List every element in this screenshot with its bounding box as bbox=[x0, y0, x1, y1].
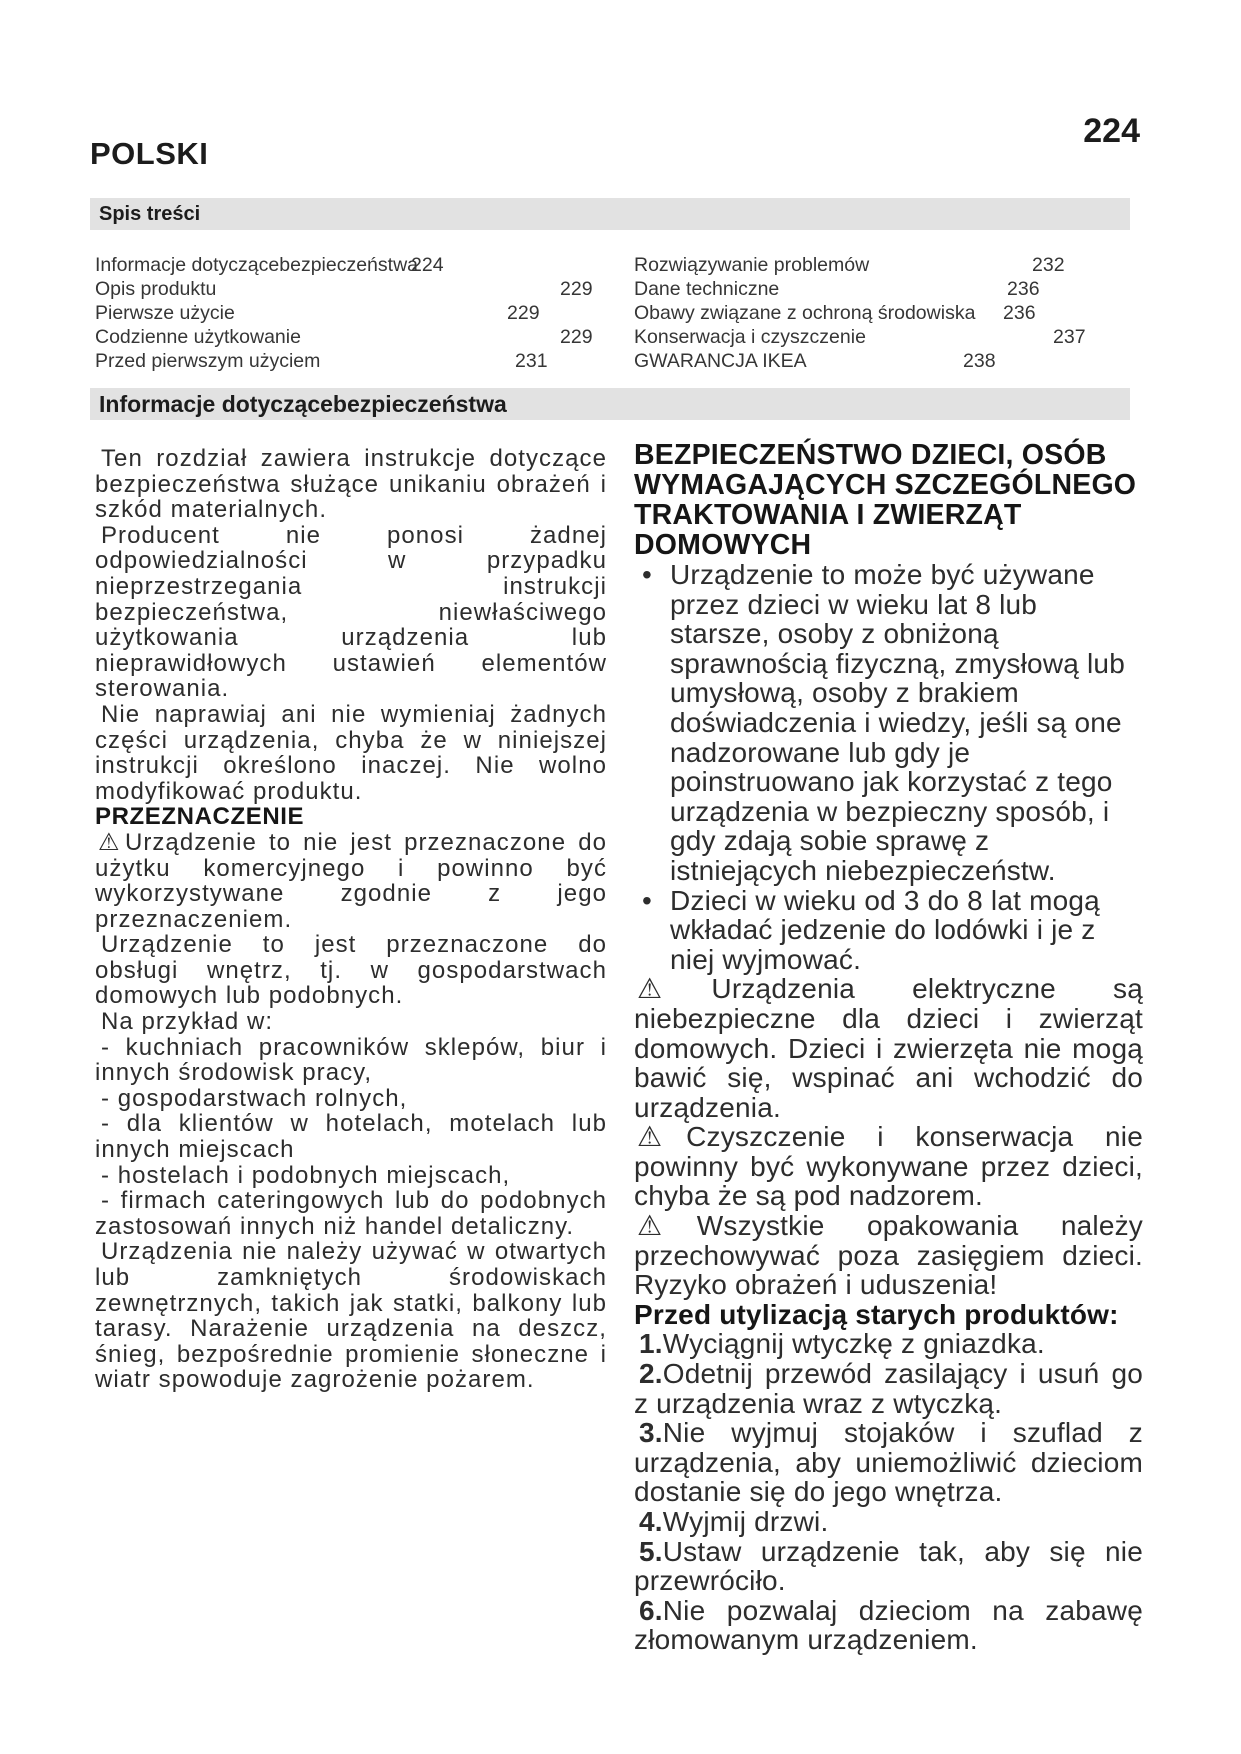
numbered-item bbox=[634, 1596, 1143, 1655]
block-text: - kuchniach pracowników sklepów, biur i innych środowisk pracy, bbox=[95, 1033, 607, 1087]
toc-entry-label: Opis produktu bbox=[95, 278, 217, 300]
paragraph bbox=[95, 1009, 607, 1035]
paragraph bbox=[95, 446, 607, 523]
numbered-item bbox=[634, 1359, 1143, 1418]
block-text: Odetnij przewód zasilający i usuń go z urządzenia wraz z wtyczką. bbox=[634, 1358, 1143, 1419]
toc-entry bbox=[95, 349, 615, 373]
toc-column-left bbox=[95, 253, 615, 373]
block-text: BEZPIECZEŃSTWO DZIECI, OSÓB WYMAGAJĄCYCH SZCZEGÓLNEGO TRAKTOWANIA I ZWIERZĄT DOMOWYCH bbox=[634, 439, 1137, 561]
bullet-icon: • bbox=[642, 884, 653, 916]
toc-entry-page: 229 bbox=[560, 278, 593, 300]
toc-entry-page: 238 bbox=[963, 350, 996, 372]
toc-entry-label: Codzienne użytkowanie bbox=[95, 326, 301, 348]
numbered-item bbox=[634, 1329, 1143, 1359]
block-text: Urządzenia nie należy używać w otwartych lub zamkniętych środowiskach zewnętrznych, takich jak statki, balkony lub tarasy. Narażenie urządzenia na deszcz, śnieg, bezpośrednie promienie słoneczne i wiatr spowoduje zagrożenie pożarem. bbox=[95, 1238, 607, 1394]
toc-entry bbox=[634, 301, 1140, 325]
toc-entry bbox=[634, 277, 1140, 301]
toc-entry-label: Informacje dotyczącebezpieczeństwa bbox=[95, 254, 418, 276]
safety-section-bar bbox=[90, 388, 1130, 420]
block-text: Wyciągnij wtyczkę z gniazdka. bbox=[662, 1328, 1045, 1360]
warning-icon: ⚠ bbox=[637, 1209, 697, 1243]
toc-entry-page: 224 bbox=[411, 254, 444, 276]
warning-icon: ⚠ bbox=[98, 827, 125, 856]
block-text: Przed utylizacją starych produktów: bbox=[634, 1298, 1119, 1330]
numbered-item bbox=[634, 1418, 1143, 1507]
item-number: 6. bbox=[639, 1594, 663, 1626]
toc-entry-page: 231 bbox=[515, 350, 548, 372]
paragraph bbox=[95, 1239, 607, 1393]
warning-icon: ⚠ bbox=[637, 1120, 687, 1154]
block-text: - dla klientów w hotelach, motelach lub innych miejscach bbox=[95, 1110, 607, 1164]
numbered-item bbox=[634, 1507, 1143, 1537]
page-language-label: POLSKI bbox=[90, 136, 209, 171]
paragraph bbox=[95, 1163, 607, 1189]
warning-icon: ⚠ bbox=[637, 972, 712, 1006]
block-text: Na przykład w: bbox=[101, 1008, 274, 1036]
toc-entry-page: 237 bbox=[1053, 326, 1086, 348]
toc-entry-page: 229 bbox=[560, 326, 593, 348]
paragraph bbox=[95, 1086, 607, 1112]
toc-entry bbox=[95, 301, 615, 325]
toc-title: Spis treści bbox=[99, 202, 201, 225]
toc-entry bbox=[634, 253, 1140, 277]
toc-entry-page: 232 bbox=[1032, 254, 1065, 276]
paragraph bbox=[95, 1035, 607, 1086]
block-text: Czyszczenie i konserwacja nie powinny być wykonywane przez dzieci, chyba że są pod nadzorem. bbox=[634, 1121, 1143, 1212]
toc-entry bbox=[95, 253, 615, 277]
content-column-right bbox=[634, 440, 1143, 1655]
block-text: Nie naprawiaj ani nie wymieniaj żadnych części urządzenia, chyba że w niniejszej instrukcji określono inaczej. Nie wolno modyfikować produktu. bbox=[95, 700, 607, 805]
toc-section-bar bbox=[90, 198, 1130, 230]
warning-paragraph bbox=[634, 1211, 1143, 1300]
item-number: 4. bbox=[639, 1506, 663, 1537]
safety-section-title: Informacje dotyczącebezpieczeństwa bbox=[99, 390, 507, 417]
block-text: Producent nie ponosi żadnej odpowiedzialności w przypadku nieprzestrzegania instrukcji bezpieczeństwa, niewłaściwego użytkowania urządzenia lub nieprawidłowych ustawień elementów sterowania. bbox=[95, 521, 607, 703]
block-text: Urządzenia elektryczne są niebezpieczne dla dzieci i zwierząt domowych. Dzieci i zwierzęta nie mogą bawić się, wspinać ani wchodzić do urządzenia. bbox=[634, 973, 1143, 1123]
section-heading bbox=[634, 440, 1143, 560]
toc-entry-label: Konserwacja i czyszczenie bbox=[634, 326, 866, 348]
toc-entry-label: Rozwiązywanie problemów bbox=[634, 254, 870, 276]
toc-entry-label: GWARANCJA IKEA bbox=[634, 350, 807, 372]
item-number: 3. bbox=[639, 1417, 663, 1449]
block-text: Wyjmij drzwi. bbox=[662, 1506, 829, 1537]
toc-entry-label: Dane techniczne bbox=[634, 278, 780, 300]
toc-entry bbox=[634, 325, 1140, 349]
warning-paragraph bbox=[634, 974, 1143, 1122]
paragraph bbox=[95, 932, 607, 1009]
page-number: 224 bbox=[1083, 112, 1140, 150]
toc-entry-label: Przed pierwszym użyciem bbox=[95, 350, 321, 372]
paragraph bbox=[95, 702, 607, 804]
paragraph bbox=[95, 523, 607, 702]
block-text: Dzieci w wieku od 3 do 8 lat mogą wkładać jedzenie do lodówki i je z niej wyjmować. bbox=[670, 884, 1100, 975]
block-text: - firmach cateringowych lub do podobnych zastosowań innych niż handel detaliczny. bbox=[95, 1187, 607, 1240]
content-column-left bbox=[95, 446, 607, 1393]
section-heading bbox=[95, 804, 607, 830]
item-number: 2. bbox=[639, 1358, 663, 1390]
paragraph bbox=[95, 1188, 607, 1239]
item-number: 5. bbox=[639, 1535, 663, 1567]
bullet-item bbox=[634, 560, 1143, 886]
block-text: Nie pozwalaj dzieciom na zabawę złomowanym urządzeniem. bbox=[634, 1594, 1143, 1656]
toc-column-right bbox=[634, 253, 1140, 373]
block-text: Urządzenie to może być używane przez dzieci w wieku lat 8 lub starsze, osoby z obniżoną sprawnością fizyczną, zmysłową lub umysłową, osoby z brakiem doświadczenia i wiedzy, jeśli są one nadzorowane lub gdy je poinstruowano jak korzystać z tego urządzenia w bezpieczny sposób, i gdy zdają sobie sprawę z istniejących niebezpieczeństw. bbox=[670, 559, 1125, 886]
item-number: 1. bbox=[639, 1328, 663, 1360]
block-text: Wszystkie opakowania należy przechowywać poza zasięgiem dzieci. Ryzyko obrażeń i uduszenia! bbox=[634, 1210, 1143, 1301]
toc-entry-page: 236 bbox=[1007, 278, 1040, 300]
block-text: Urządzenie to nie jest przeznaczone do użytku komercyjnego i powinno być wykorzystywane zgodnie z jego przeznaczeniem. bbox=[95, 828, 607, 933]
block-text: - hostelach i podobnych miejscach, bbox=[101, 1161, 511, 1189]
toc-entry bbox=[634, 349, 1140, 373]
numbered-item bbox=[634, 1537, 1143, 1596]
block-text: Nie wyjmuj stojaków i szuflad z urządzenia, aby uniemożliwić dzieciom dostanie się do jego wnętrza. bbox=[634, 1417, 1143, 1508]
toc-entry-page: 236 bbox=[1003, 302, 1036, 324]
subsection-heading bbox=[634, 1300, 1143, 1330]
toc-entry-label: Obawy związane z ochroną środowiska bbox=[634, 302, 976, 324]
toc-entry-label: Pierwsze użycie bbox=[95, 302, 235, 324]
block-text: PRZEZNACZENIE bbox=[95, 803, 305, 831]
block-text: Ustaw urządzenie tak, aby się nie przewróciło. bbox=[634, 1535, 1143, 1597]
toc-entry-page: 229 bbox=[507, 302, 540, 324]
warning-paragraph bbox=[634, 1122, 1143, 1211]
toc-entry bbox=[95, 277, 615, 301]
warning-paragraph bbox=[95, 827, 607, 933]
toc-entry bbox=[95, 325, 615, 349]
block-text: - gospodarstwach rolnych, bbox=[101, 1084, 408, 1112]
block-text: Ten rozdział zawiera instrukcje dotyczące bezpieczeństwa służące unikaniu obrażeń i szkód materialnych. bbox=[95, 445, 607, 524]
paragraph bbox=[95, 1111, 607, 1162]
block-text: Urządzenie to jest przeznaczone do obsługi wnętrz, tj. w gospodarstwach domowych lub podobnych. bbox=[95, 931, 607, 1010]
bullet-item bbox=[634, 886, 1143, 975]
bullet-icon: • bbox=[642, 559, 653, 590]
